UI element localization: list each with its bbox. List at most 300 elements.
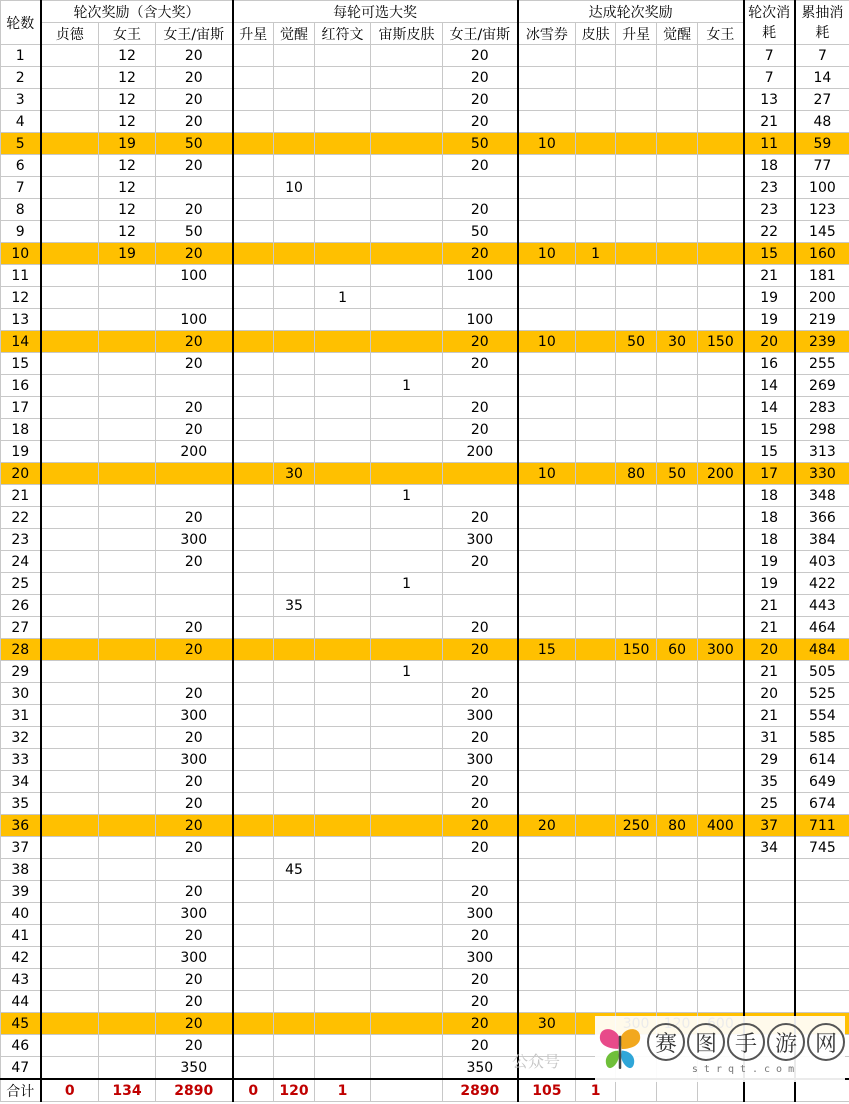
- table-cell: [41, 265, 99, 287]
- watermark-url: strqt.com: [691, 1064, 801, 1075]
- table-row: [1, 243, 849, 265]
- table-cell: [274, 67, 315, 89]
- table-cell: [315, 727, 371, 749]
- table-cell: [616, 67, 657, 89]
- table-row: [1, 573, 849, 595]
- table-cell: [315, 749, 371, 771]
- table-cell: [443, 595, 518, 617]
- table-cell: 45: [274, 859, 315, 881]
- table-cell: 20: [156, 353, 233, 375]
- table-cell: 7: [744, 45, 795, 67]
- table-cell: [576, 67, 616, 89]
- table-cell: 25: [744, 793, 795, 815]
- table-cell: [576, 463, 616, 485]
- table-cell: [371, 309, 443, 331]
- table-cell: 15: [744, 243, 795, 265]
- table-cell: [616, 111, 657, 133]
- table-cell: 21: [744, 705, 795, 727]
- table-cell: 12: [99, 199, 156, 221]
- table-cell: 100: [156, 265, 233, 287]
- table-cell: [443, 287, 518, 309]
- table-cell: 745: [795, 837, 849, 859]
- header-optional-prize: 每轮可选大奖: [233, 1, 518, 23]
- table-cell: [616, 793, 657, 815]
- table-cell: [698, 397, 744, 419]
- header-total-cost: 累抽消耗: [795, 1, 849, 45]
- table-cell: [99, 551, 156, 573]
- table-cell: [616, 617, 657, 639]
- table-cell: 20: [156, 1013, 233, 1035]
- table-cell: [99, 705, 156, 727]
- table-cell: [41, 661, 99, 683]
- table-cell: 200: [443, 441, 518, 463]
- table-cell: 313: [795, 441, 849, 463]
- table-row: [1, 507, 849, 529]
- table-cell: [518, 969, 576, 991]
- table-cell: [518, 661, 576, 683]
- table-cell: [233, 661, 274, 683]
- table-cell: [233, 309, 274, 331]
- table-cell: [657, 111, 698, 133]
- subheader-cell: 女王/宙斯: [443, 23, 518, 45]
- table-cell: [518, 177, 576, 199]
- table-cell: [576, 353, 616, 375]
- table-cell: [233, 617, 274, 639]
- table-cell: [657, 793, 698, 815]
- table-cell: [315, 705, 371, 727]
- table-cell: 20: [156, 683, 233, 705]
- table-cell: [274, 969, 315, 991]
- table-cell: [657, 705, 698, 727]
- table-cell: [657, 551, 698, 573]
- table-cell: 298: [795, 419, 849, 441]
- table-cell: [99, 793, 156, 815]
- table-cell: [518, 67, 576, 89]
- table-cell: 20: [156, 111, 233, 133]
- table-cell: [274, 837, 315, 859]
- table-cell: [274, 111, 315, 133]
- table-row: [1, 463, 849, 485]
- table-cell: 250: [616, 815, 657, 837]
- table-cell: [518, 617, 576, 639]
- table-cell: [41, 155, 99, 177]
- table-cell: 36: [1, 815, 41, 837]
- table-cell: [233, 881, 274, 903]
- table-cell: [616, 45, 657, 67]
- table-cell: [518, 771, 576, 793]
- table-cell: 20: [443, 89, 518, 111]
- table-cell: 19: [744, 309, 795, 331]
- table-cell: [518, 529, 576, 551]
- table-cell: [576, 133, 616, 155]
- table-cell: [99, 375, 156, 397]
- table-cell: [657, 969, 698, 991]
- table-cell: 20: [156, 155, 233, 177]
- table-cell: [99, 1035, 156, 1057]
- table-cell: [41, 1057, 99, 1080]
- table-cell: 300: [443, 749, 518, 771]
- table-cell: 12: [99, 45, 156, 67]
- table-cell: 11: [1, 265, 41, 287]
- table-cell: 19: [99, 243, 156, 265]
- table-cell: 20: [443, 991, 518, 1013]
- table-cell: [371, 67, 443, 89]
- table-cell: [99, 1013, 156, 1035]
- totals-cell: 134: [99, 1079, 156, 1102]
- table-cell: [371, 727, 443, 749]
- table-cell: [274, 529, 315, 551]
- table-row: [1, 397, 849, 419]
- table-cell: 21: [744, 111, 795, 133]
- table-cell: 15: [744, 419, 795, 441]
- table-cell: [274, 353, 315, 375]
- table-cell: 23: [744, 177, 795, 199]
- table-cell: [795, 925, 849, 947]
- table-cell: [233, 441, 274, 463]
- table-cell: 20: [156, 45, 233, 67]
- table-cell: [371, 925, 443, 947]
- table-cell: 614: [795, 749, 849, 771]
- table-row: [1, 441, 849, 463]
- table-cell: [315, 463, 371, 485]
- table-cell: [99, 287, 156, 309]
- table-cell: 19: [744, 573, 795, 595]
- table-cell: [616, 529, 657, 551]
- table-row: [1, 595, 849, 617]
- table-cell: [41, 793, 99, 815]
- table-cell: [518, 947, 576, 969]
- table-cell: 50: [156, 221, 233, 243]
- table-cell: [315, 859, 371, 881]
- table-cell: 20: [443, 1035, 518, 1057]
- table-cell: 23: [744, 199, 795, 221]
- table-cell: 300: [156, 749, 233, 771]
- table-row: [1, 309, 849, 331]
- table-cell: [657, 903, 698, 925]
- table-cell: [616, 309, 657, 331]
- table-cell: [41, 419, 99, 441]
- table-cell: [274, 507, 315, 529]
- table-cell: [233, 419, 274, 441]
- table-cell: [698, 89, 744, 111]
- table-row: [1, 749, 849, 771]
- table-cell: [616, 177, 657, 199]
- table-cell: [41, 287, 99, 309]
- table-cell: [657, 617, 698, 639]
- table-cell: [274, 903, 315, 925]
- table-cell: 403: [795, 551, 849, 573]
- subheader-cell: 女王: [99, 23, 156, 45]
- table-cell: 20: [443, 815, 518, 837]
- table-cell: 20: [443, 353, 518, 375]
- table-cell: [233, 837, 274, 859]
- table-cell: [616, 221, 657, 243]
- table-cell: [41, 639, 99, 661]
- table-cell: [233, 45, 274, 67]
- table-cell: [657, 243, 698, 265]
- table-cell: [274, 661, 315, 683]
- table-cell: [518, 551, 576, 573]
- table-cell: [99, 771, 156, 793]
- table-row: [1, 947, 849, 969]
- table-cell: 31: [744, 727, 795, 749]
- table-cell: [233, 925, 274, 947]
- table-cell: 14: [744, 397, 795, 419]
- table-cell: 26: [1, 595, 41, 617]
- table-cell: 255: [795, 353, 849, 375]
- table-cell: [371, 837, 443, 859]
- table-cell: [233, 177, 274, 199]
- table-cell: [657, 177, 698, 199]
- table-cell: [576, 617, 616, 639]
- table-cell: [274, 1057, 315, 1080]
- table-cell: [274, 397, 315, 419]
- table-cell: [616, 199, 657, 221]
- table-cell: [41, 837, 99, 859]
- butterfly-logo-icon: [595, 1019, 645, 1079]
- table-cell: [233, 221, 274, 243]
- table-cell: 31: [1, 705, 41, 727]
- table-cell: [156, 595, 233, 617]
- table-cell: 12: [1, 287, 41, 309]
- table-row: [1, 551, 849, 573]
- table-cell: 42: [1, 947, 41, 969]
- table-cell: [518, 155, 576, 177]
- table-cell: [576, 639, 616, 661]
- table-row: [1, 705, 849, 727]
- table-cell: [99, 991, 156, 1013]
- table-cell: [41, 243, 99, 265]
- table-cell: 300: [156, 529, 233, 551]
- table-cell: [41, 441, 99, 463]
- table-cell: 18: [744, 485, 795, 507]
- table-cell: [99, 683, 156, 705]
- table-cell: [576, 221, 616, 243]
- table-cell: [41, 375, 99, 397]
- table-cell: 25: [1, 573, 41, 595]
- table-cell: 20: [156, 727, 233, 749]
- table-cell: [371, 793, 443, 815]
- table-cell: 1: [1, 45, 41, 67]
- table-cell: 348: [795, 485, 849, 507]
- table-cell: [315, 89, 371, 111]
- subheader-cell: 觉醒: [274, 23, 315, 45]
- table-cell: [698, 287, 744, 309]
- table-cell: [616, 397, 657, 419]
- table-cell: 10: [274, 177, 315, 199]
- table-cell: [698, 133, 744, 155]
- table-cell: [657, 265, 698, 287]
- table-cell: [616, 749, 657, 771]
- table-cell: 17: [1, 397, 41, 419]
- table-cell: [274, 441, 315, 463]
- table-cell: [274, 947, 315, 969]
- subheader-cell: 女王: [698, 23, 744, 45]
- table-cell: 35: [274, 595, 315, 617]
- table-cell: 585: [795, 727, 849, 749]
- table-cell: 20: [156, 991, 233, 1013]
- table-cell: [233, 969, 274, 991]
- table-cell: [233, 243, 274, 265]
- table-cell: [233, 991, 274, 1013]
- table-cell: [616, 375, 657, 397]
- table-row: [1, 67, 849, 89]
- table-cell: [616, 441, 657, 463]
- table-cell: [233, 859, 274, 881]
- table-cell: [41, 903, 99, 925]
- table-cell: [274, 89, 315, 111]
- table-cell: [274, 749, 315, 771]
- table-cell: [371, 89, 443, 111]
- table-cell: [698, 947, 744, 969]
- table-cell: [698, 617, 744, 639]
- subheader-cell: 皮肤: [576, 23, 616, 45]
- table-cell: 16: [1, 375, 41, 397]
- table-cell: [698, 683, 744, 705]
- table-cell: [371, 221, 443, 243]
- table-cell: [41, 573, 99, 595]
- table-cell: 50: [443, 221, 518, 243]
- table-cell: 20: [744, 683, 795, 705]
- table-cell: [274, 793, 315, 815]
- table-cell: 21: [744, 595, 795, 617]
- table-cell: [443, 661, 518, 683]
- table-cell: [315, 1013, 371, 1035]
- table-cell: 20: [156, 837, 233, 859]
- table-cell: [698, 309, 744, 331]
- table-cell: [657, 353, 698, 375]
- table-cell: [99, 947, 156, 969]
- table-cell: [99, 815, 156, 837]
- table-cell: [744, 925, 795, 947]
- table-cell: [576, 265, 616, 287]
- table-cell: [518, 793, 576, 815]
- table-cell: [41, 397, 99, 419]
- table-cell: [657, 485, 698, 507]
- table-cell: [576, 199, 616, 221]
- table-cell: [99, 573, 156, 595]
- table-cell: 200: [795, 287, 849, 309]
- totals-row: [1, 1079, 849, 1102]
- table-cell: 43: [1, 969, 41, 991]
- table-cell: 20: [156, 925, 233, 947]
- table-cell: [518, 419, 576, 441]
- table-cell: [233, 595, 274, 617]
- table-cell: [576, 89, 616, 111]
- table-cell: 15: [518, 639, 576, 661]
- table-cell: 12: [99, 155, 156, 177]
- table-cell: [616, 243, 657, 265]
- table-cell: [576, 441, 616, 463]
- table-cell: [315, 397, 371, 419]
- table-cell: [657, 133, 698, 155]
- header-round: 轮数: [1, 1, 41, 45]
- table-cell: [233, 727, 274, 749]
- totals-cell: [744, 1079, 795, 1102]
- table-body: [1, 45, 849, 1080]
- table-cell: [99, 309, 156, 331]
- table-cell: 12: [99, 89, 156, 111]
- table-cell: [41, 177, 99, 199]
- table-cell: [371, 969, 443, 991]
- table-cell: 7: [795, 45, 849, 67]
- table-cell: [576, 815, 616, 837]
- table-cell: [657, 573, 698, 595]
- table-row: [1, 991, 849, 1013]
- table-cell: [315, 375, 371, 397]
- table-cell: [233, 573, 274, 595]
- table-cell: [233, 287, 274, 309]
- table-cell: [41, 969, 99, 991]
- table-cell: 7: [1, 177, 41, 199]
- table-cell: 384: [795, 529, 849, 551]
- table-cell: [233, 89, 274, 111]
- table-cell: 300: [156, 947, 233, 969]
- table-cell: 44: [1, 991, 41, 1013]
- table-cell: [233, 771, 274, 793]
- table-cell: 29: [744, 749, 795, 771]
- table-cell: [274, 133, 315, 155]
- table-cell: 20: [443, 507, 518, 529]
- table-cell: 20: [156, 1035, 233, 1057]
- table-cell: 21: [744, 265, 795, 287]
- table-cell: [233, 903, 274, 925]
- table-cell: [576, 683, 616, 705]
- table-cell: [99, 595, 156, 617]
- table-cell: [616, 573, 657, 595]
- table-cell: [315, 595, 371, 617]
- table-cell: [156, 859, 233, 881]
- table-cell: 27: [795, 89, 849, 111]
- table-cell: 46: [1, 1035, 41, 1057]
- table-cell: [371, 771, 443, 793]
- table-cell: [315, 507, 371, 529]
- table-cell: [274, 265, 315, 287]
- table-cell: 145: [795, 221, 849, 243]
- table-cell: [315, 991, 371, 1013]
- table-cell: [41, 705, 99, 727]
- table-cell: [274, 309, 315, 331]
- table-cell: [576, 397, 616, 419]
- table-cell: [698, 529, 744, 551]
- table-cell: [371, 683, 443, 705]
- table-cell: [315, 793, 371, 815]
- table-cell: 554: [795, 705, 849, 727]
- table-cell: [576, 859, 616, 881]
- table-cell: [698, 925, 744, 947]
- watermark-char: 手: [727, 1023, 765, 1061]
- table-cell: [616, 771, 657, 793]
- table-cell: [274, 221, 315, 243]
- table-cell: [315, 639, 371, 661]
- table-cell: [443, 177, 518, 199]
- table-cell: 33: [1, 749, 41, 771]
- table-cell: [99, 507, 156, 529]
- table-cell: 22: [744, 221, 795, 243]
- table-cell: 15: [1, 353, 41, 375]
- table-cell: [698, 727, 744, 749]
- table-cell: 77: [795, 155, 849, 177]
- table-cell: 29: [1, 661, 41, 683]
- table-cell: [371, 947, 443, 969]
- table-cell: [443, 573, 518, 595]
- table-cell: [698, 485, 744, 507]
- table-cell: [657, 375, 698, 397]
- table-row: [1, 111, 849, 133]
- table-cell: [657, 661, 698, 683]
- table-cell: [371, 243, 443, 265]
- table-cell: [371, 45, 443, 67]
